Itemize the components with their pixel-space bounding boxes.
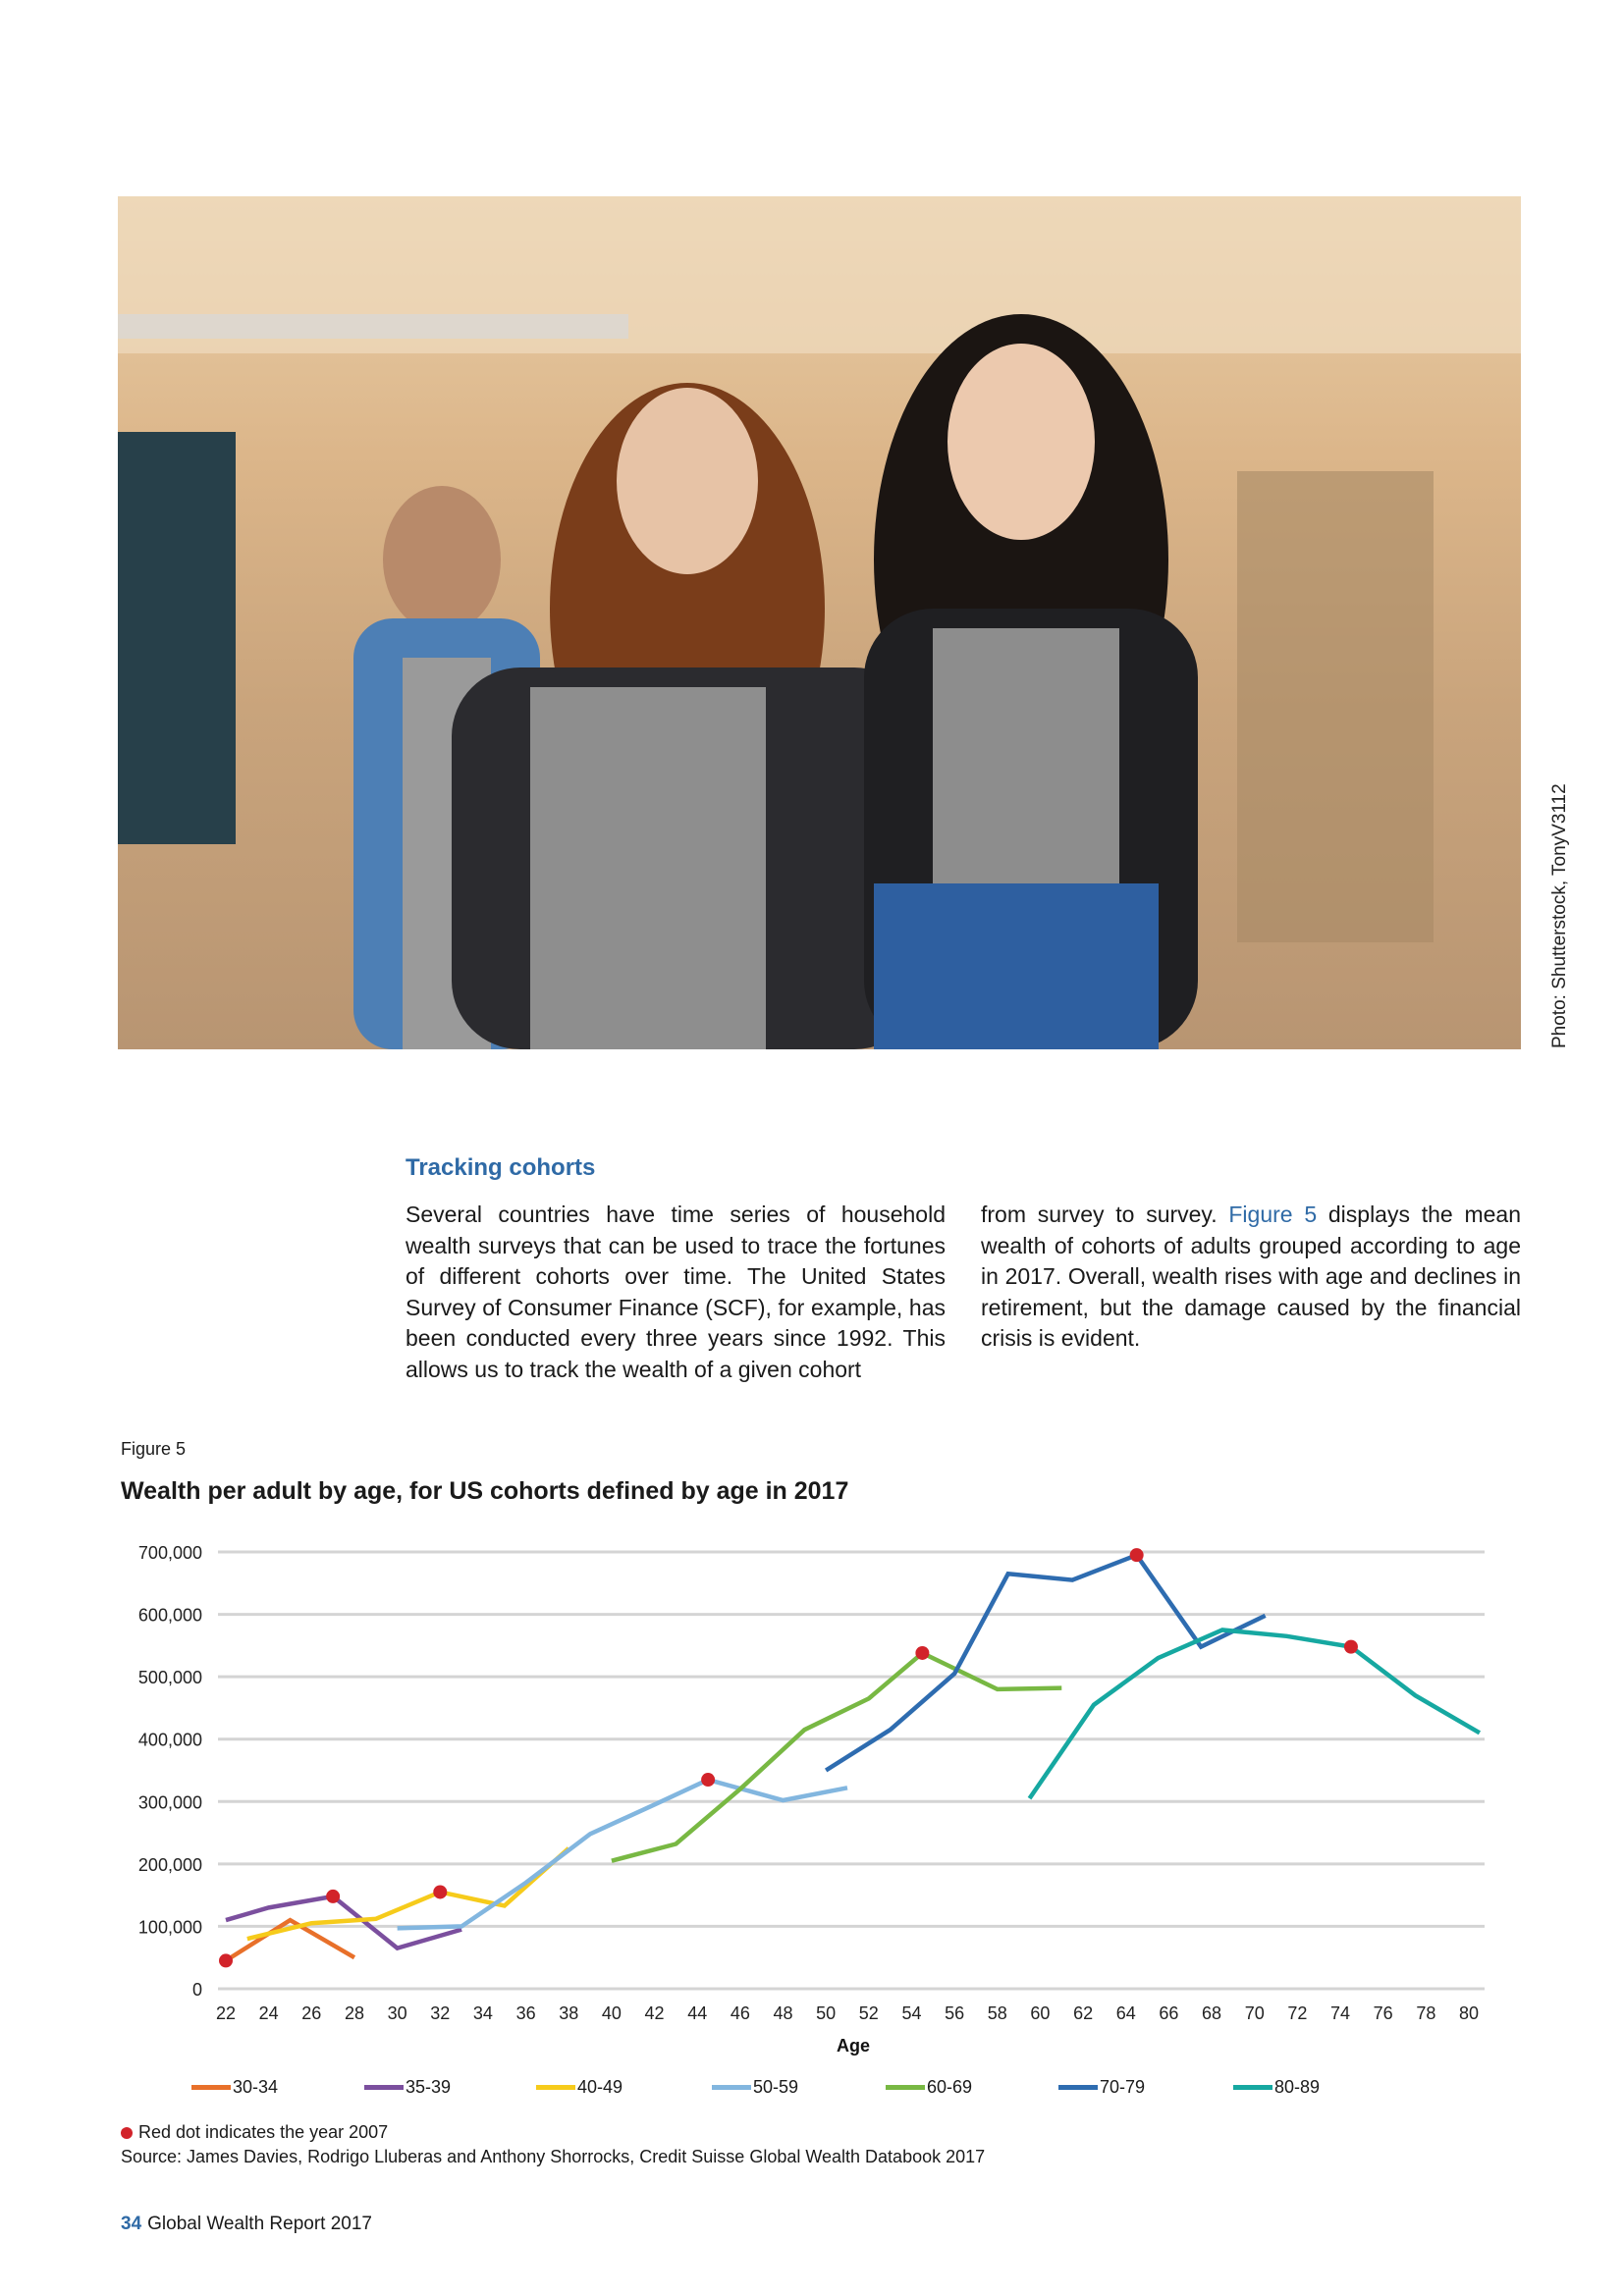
x-tick-label: 22 xyxy=(215,2003,237,2023)
series-line-50-59 xyxy=(398,1780,847,1928)
body-text-part: from survey to survey. xyxy=(981,1201,1229,1227)
marker-2007-30-34 xyxy=(219,1953,233,1967)
marker-2007-35-39 xyxy=(326,1890,340,1903)
x-tick-label: 56 xyxy=(945,2003,965,2023)
legend-item xyxy=(364,2077,451,2098)
legend-item xyxy=(886,2077,972,2098)
legend-item xyxy=(1233,2077,1320,2098)
legend-item xyxy=(536,2077,623,2098)
x-tick-label: 26 xyxy=(301,2003,322,2023)
legend-label: 35-39 xyxy=(406,2077,452,2097)
x-tick-label: 80 xyxy=(1458,2003,1480,2023)
x-tick-label: 36 xyxy=(515,2003,536,2023)
legend-label: 50-59 xyxy=(753,2077,799,2097)
series-line-60-69 xyxy=(612,1653,1061,1861)
note-text: Red dot indicates the year 2007 xyxy=(138,2122,389,2142)
x-tick-label: 72 xyxy=(1287,2003,1308,2023)
y-tick-label: 600,000 xyxy=(137,1605,202,1626)
series-line-70-79 xyxy=(826,1555,1265,1770)
photo-shoppers xyxy=(118,196,1521,1049)
x-tick-label: 28 xyxy=(344,2003,364,2023)
x-tick-label: 62 xyxy=(1073,2003,1094,2023)
body-text-right xyxy=(981,1200,1521,1355)
legend-swatch xyxy=(191,2085,231,2090)
section-heading: Tracking cohorts xyxy=(406,1154,596,1181)
x-tick-label: 76 xyxy=(1373,2003,1393,2023)
x-tick-label: 48 xyxy=(773,2003,793,2023)
legend-swatch xyxy=(1058,2085,1098,2090)
x-tick-label: 46 xyxy=(730,2003,750,2023)
marker-2007-40-49 xyxy=(433,1885,447,1898)
y-tick-label: 0 xyxy=(191,1980,202,2000)
legend-label: 60-69 xyxy=(927,2077,973,2097)
x-tick-label: 74 xyxy=(1330,2003,1351,2023)
body-text-left: Several countries have time series of household wealth surveys that can be used to trace the fortunes of different cohorts over time. The United States Survey of Consumer Finance (SCF), for example, has been conducted every three years since 1992. This allows us to track the wealth of a given cohort xyxy=(406,1201,946,1382)
legend-swatch xyxy=(886,2085,925,2090)
x-tick-label: 44 xyxy=(687,2003,708,2023)
x-tick-label: 32 xyxy=(430,2003,451,2023)
y-tick-label: 200,000 xyxy=(137,1854,202,1875)
legend-label: 30-34 xyxy=(233,2077,279,2097)
x-tick-label: 54 xyxy=(901,2003,922,2023)
x-tick-label: 64 xyxy=(1115,2003,1136,2023)
chart-title: Wealth per adult by age, for US cohorts defined by age in 2017 xyxy=(121,1477,849,1505)
legend-item xyxy=(1058,2077,1145,2098)
x-tick-label: 34 xyxy=(472,2003,493,2023)
y-tick-label: 100,000 xyxy=(137,1917,202,1938)
legend-swatch xyxy=(536,2085,575,2090)
marker-2007-70-79 xyxy=(1130,1548,1144,1562)
x-tick-label: 40 xyxy=(601,2003,622,2023)
legend-label: 70-79 xyxy=(1100,2077,1146,2097)
series-line-80-89 xyxy=(1030,1629,1480,1798)
page-number: 34 xyxy=(121,2214,142,2234)
marker-2007-50-59 xyxy=(701,1773,715,1787)
series-line-40-49 xyxy=(247,1848,568,1939)
x-tick-label: 24 xyxy=(258,2003,279,2023)
photo-illustration xyxy=(118,196,1521,1049)
x-tick-label: 50 xyxy=(816,2003,837,2023)
chart-note xyxy=(121,2122,388,2143)
series-line-30-34 xyxy=(226,1920,354,1960)
page-footer xyxy=(121,2214,372,2235)
x-tick-label: 52 xyxy=(858,2003,879,2023)
x-tick-label: 78 xyxy=(1416,2003,1436,2023)
figure-label: Figure 5 xyxy=(121,1439,187,1459)
x-axis-label: Age xyxy=(836,2036,871,2056)
x-tick-label: 60 xyxy=(1030,2003,1051,2023)
report-title: Global Wealth Report 2017 xyxy=(147,2214,372,2234)
x-tick-label: 38 xyxy=(559,2003,579,2023)
photo-credit: Photo: Shutterstock, TonyV3112 xyxy=(1549,783,1570,1048)
y-tick-label: 700,000 xyxy=(137,1543,202,1563)
legend-swatch xyxy=(364,2085,404,2090)
x-tick-label: 68 xyxy=(1202,2003,1222,2023)
red-dot-icon xyxy=(121,2127,133,2139)
body-text-part: displays the mean wealth of cohorts of adults grouped according to age in 2017. Overall, wealth rises with age and declines in retirement, but the damage caused by the financial crisis is evident. xyxy=(981,1201,1521,1352)
chart-source: Source: James Davies, Rodrigo Lluberas and Anthony Shorrocks, Credit Suisse Global Wealth Databook 2017 xyxy=(121,2147,986,2166)
legend-label: 40-49 xyxy=(577,2077,623,2097)
x-tick-label: 66 xyxy=(1159,2003,1179,2023)
marker-2007-60-69 xyxy=(915,1646,929,1660)
legend-swatch xyxy=(1233,2085,1272,2090)
y-tick-label: 500,000 xyxy=(137,1668,202,1688)
x-tick-label: 58 xyxy=(987,2003,1007,2023)
x-tick-label: 70 xyxy=(1244,2003,1265,2023)
marker-2007-80-89 xyxy=(1344,1640,1358,1654)
legend-swatch xyxy=(712,2085,751,2090)
figure-link[interactable]: Figure 5 xyxy=(1228,1201,1318,1227)
series-line-35-39 xyxy=(226,1896,461,1949)
y-tick-label: 400,000 xyxy=(137,1730,202,1750)
legend-label: 80-89 xyxy=(1274,2077,1321,2097)
y-tick-label: 300,000 xyxy=(137,1792,202,1813)
x-tick-label: 42 xyxy=(644,2003,665,2023)
x-tick-label: 30 xyxy=(387,2003,407,2023)
legend-item xyxy=(191,2077,278,2098)
legend-item xyxy=(712,2077,798,2098)
